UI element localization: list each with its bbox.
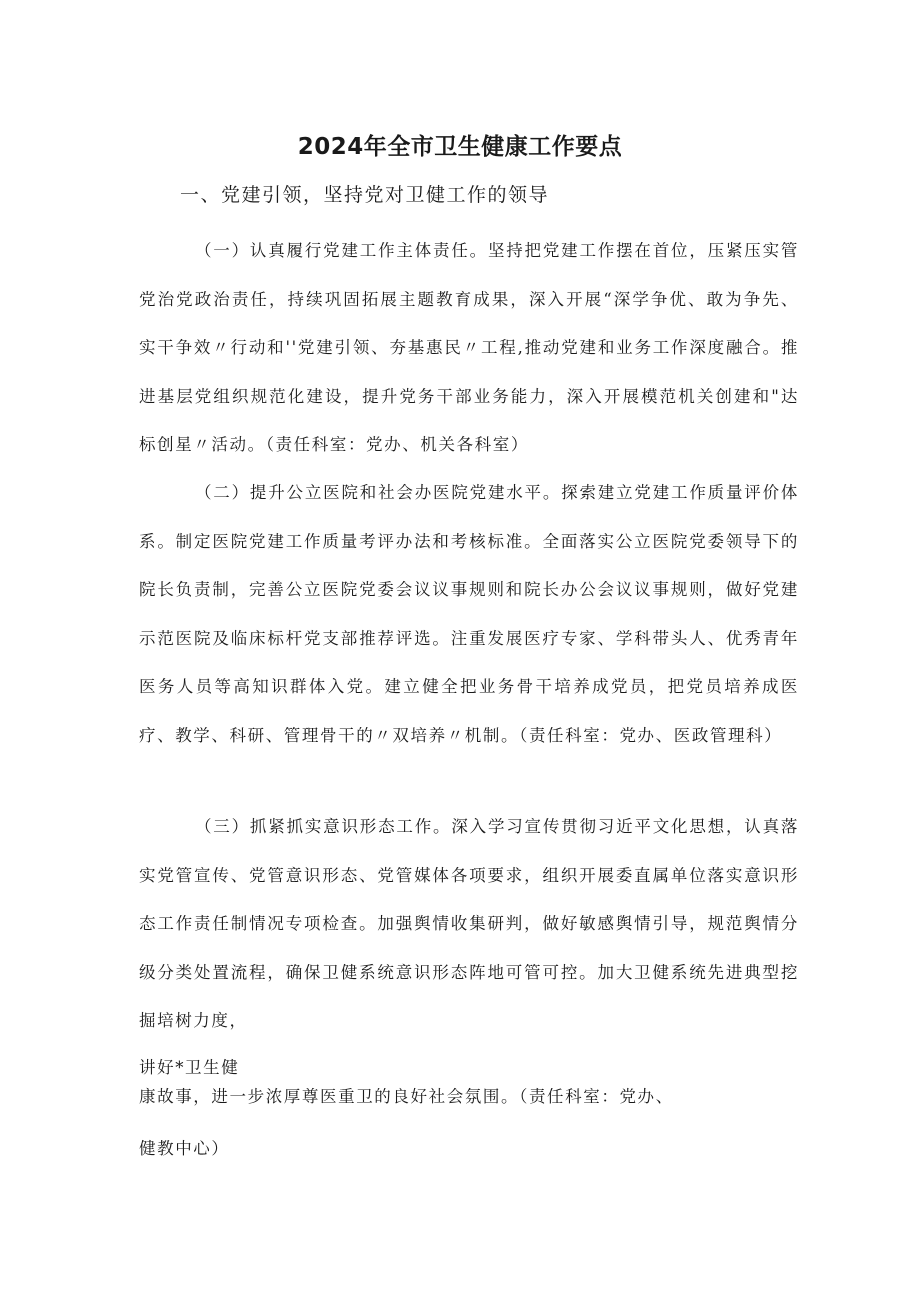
section-heading: 一、党建引领，坚持党对卫健工作的领导 xyxy=(180,184,550,206)
document-title: 2024年全市卫生健康工作要点 xyxy=(297,134,623,160)
trailing-line-2: 康故事，进一步浓厚尊医重卫的良好社会氛围。（责任科室：党办、 xyxy=(139,1087,674,1106)
trailing-line-3: 健教中心） xyxy=(139,1139,230,1158)
paragraph-1: （一）认真履行党建工作主体责任。坚持把党建工作摆在首位，压紧压实管党治党政治责任，持续巩固拓展主题教育成果，深入开展“深学争优、敢为争先、实干争效〃行动和''党建引领、夯基惠民〃工程,推动党建和业务工作深度融合。推进基层党组织规范化建设，提升党务干部业务能力，深入开展模范机关创建和"达标创星〃活动。（责任科室：党办、机关各科室） xyxy=(139,241,799,454)
paragraph-2: （二）提升公立医院和社会办医院党建水平。探索建立党建工作质量评价体系。制定医院党建工作质量考评办法和考核标准。全面落实公立医院党委领导下的院长负责制，完善公立医院党委会议议事规则和院长办公会议议事规则，做好党建示范医院及临床标杆党支部推荐评选。注重发展医疗专家、学科带头人、优秀青年医务人员等高知识群体入党。建立健全把业务骨干培养成党员，把党员培养成医疗、教学、科研、管理骨干的〃双培养〃机制。（责任科室：党办、医政管理科） xyxy=(139,483,799,745)
trailing-line-1: 讲好*卫生健 xyxy=(139,1058,240,1077)
paragraph-3: （三）抓紧抓实意识形态工作。深入学习宣传贯彻习近平文化思想，认真落实党管宣传、党管意识形态、党管媒体各项要求，组织开展委直属单位落实意识形态工作责任制情况专项检查。加强舆情收集研判，做好敏感舆情引导，规范舆情分级分类处置流程，确保卫健系统意识形态阵地可管可控。加大卫健系统先进典型挖掘培树力度， xyxy=(139,817,799,1030)
